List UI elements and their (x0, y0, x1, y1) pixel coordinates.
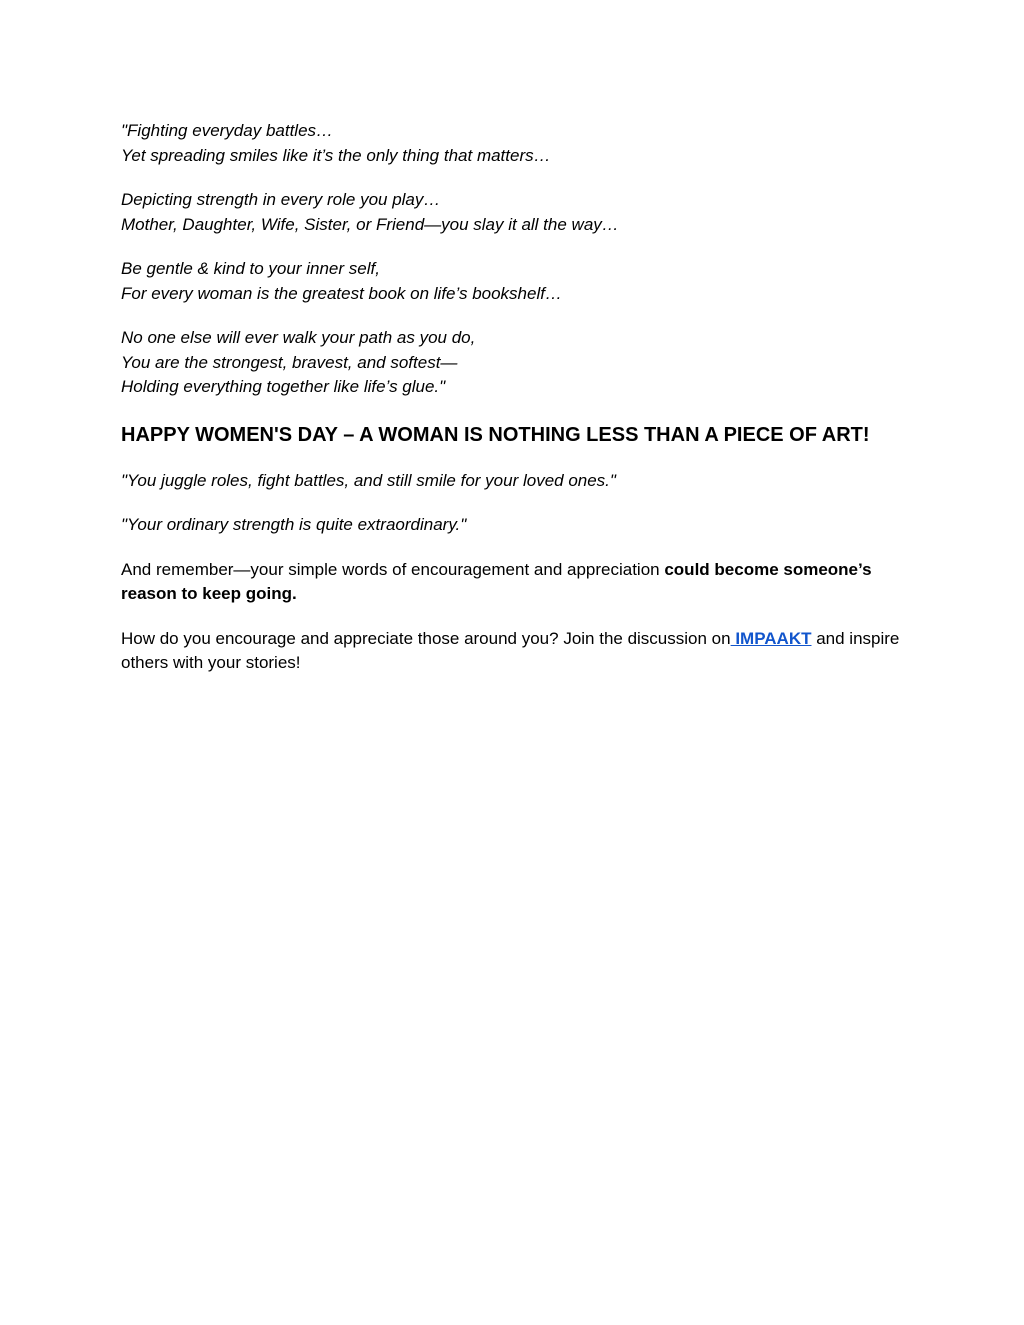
poem-stanza-4 (121, 326, 921, 400)
poem-line: Mother, Daughter, Wife, Sister, or Friend—you slay it all the way… (121, 214, 619, 234)
impaakt-link[interactable]: IMPAAKT (730, 628, 812, 648)
remember-paragraph (121, 558, 921, 607)
poem-stanza-1 (121, 119, 921, 168)
remember-text: And remember—your simple words of encouragement and appreciation (121, 559, 665, 579)
poem-stanza-3 (121, 257, 921, 306)
poem-line: You are the strongest, bravest, and softest— (121, 352, 458, 372)
section-heading: HAPPY WOMEN'S DAY – A WOMAN IS NOTHING LESS THAN A PIECE OF ART! (121, 423, 870, 446)
poem-line: For every woman is the greatest book on life’s bookshelf… (121, 283, 562, 303)
poem-line: No one else will ever walk your path as you do, (121, 328, 476, 347)
quote-ordinary-strength: "Your ordinary strength is quite extraordinary." (121, 515, 467, 534)
poem-line: Holding everything together like life’s glue." (121, 377, 446, 396)
cta-text-after: and inspire others with your stories! (121, 628, 900, 672)
document-page (121, 119, 921, 696)
remember-bold-text: could become someone’s reason to keep going. (121, 559, 872, 603)
poem-stanza-2 (121, 188, 921, 237)
cta-paragraph (121, 627, 921, 676)
quote-juggle-roles: "You juggle roles, fight battles, and still smile for your loved ones." (121, 470, 616, 490)
poem-line: Yet spreading smiles like it’s the only thing that matters… (121, 145, 551, 165)
poem-line: "Fighting everyday battles… (121, 121, 334, 140)
poem-line: Depicting strength in every role you play… (121, 190, 441, 209)
poem-line: Be gentle & kind to your inner self, (121, 259, 380, 278)
cta-text-before: How do you encourage and appreciate those around you? Join the discussion on (121, 628, 731, 648)
